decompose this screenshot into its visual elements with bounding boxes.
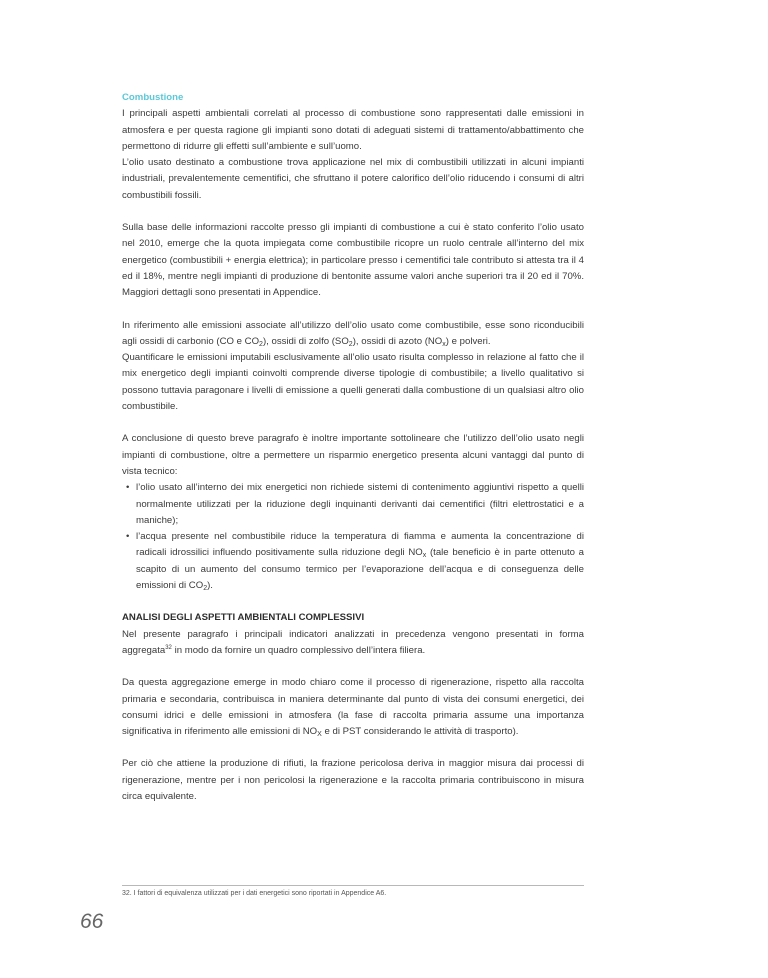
paragraph: Quantificare le emissioni imputabili esclusivamente all’olio usato risulta complesso in relazione al fatto che il mix energetico degli impianti coinvolti comprende diverse tipologie di combustibile; a livello qualitativo si possono tuttavia paragonare i livelli di emissione a quelli generati dalla combustione di un qualsiasi altro olio combustibile. bbox=[122, 352, 584, 413]
footnote: 32. I fattori di equivalenza utilizzati per i dati energetici sono riportati in Appendice A6. bbox=[122, 890, 387, 897]
footnote-divider bbox=[122, 885, 584, 886]
list-item: • l’acqua presente nel combustibile riduce la temperatura di fiamma e aumenta la concentrazione di radicali idrossilici influendo positivamente sulla riduzione degli $NO_x$ (tale beneficio è in parte ottenuto a scapito di un aumento del consumo termico per l’evaporazione dell’acqua e di conseguenza delle emissioni di $CO_2$). bbox=[122, 529, 584, 594]
section-heading-combustione: Combustione bbox=[122, 92, 184, 103]
paragraph: I principali aspetti ambientali correlati al processo di combustione sono rappresentati dalle emissioni in atmosfera e per questa ragione gli impianti sono dotati di adeguati sistemi di trattamento/abbattimento che permettono di ridurre gli effetti sull’ambiente e sull’uomo. bbox=[122, 108, 584, 152]
paragraph: In riferimento alle emissioni associate all’utilizzo dell’olio usato come combustibile, esse sono riconducibili agli ossidi di carbonio (CO e $CO_2$), ossidi di zolfo $(SO_2)$, ossidi di azoto $(NO_x)$ e polveri. bbox=[122, 319, 584, 348]
footnote-ref: 32 bbox=[165, 644, 172, 651]
paragraph: L’olio usato destinato a combustione trova applicazione nel mix di combustibili utilizzati in alcuni impianti industriali, prevalentemente cementifici, che sfruttano il potere calorifico dell’olio riducendo i consumi di altri combustibili fossili. bbox=[122, 157, 584, 201]
paragraph: A conclusione di questo breve paragrafo è inoltre importante sottolineare che l’utilizzo dell’olio usato negli impianti di combustione, oltre a permettere un risparmio energetico presenta alcuni vantaggi dal punto di vista tecnico: bbox=[122, 433, 584, 477]
page-content bbox=[122, 90, 584, 805]
paragraph: Nel presente paragrafo i principali indicatori analizzati in precedenza vengono presentati in forma aggregata$^{32}$ in modo da fornire un quadro complessivo dell’intera filiera. bbox=[122, 628, 584, 656]
paragraph: Per ciò che attiene la produzione di rifiuti, la frazione pericolosa deriva in maggior misura dai processi di rigenerazione, mentre per i non pericolosi la rigenerazione e la raccolta primaria contribuiscono in misura circa equivalente. bbox=[122, 758, 584, 802]
page-number: 66 bbox=[80, 910, 104, 933]
paragraph: Sulla base delle informazioni raccolte presso gli impianti di combustione a cui è stato conferito l’olio usato nel 2010, emerge che la quota impiegata come combustibile ricopre un ruolo centrale all’interno del mix energetico (combustibili + energia elettrica); in particolare presso i cementifici tale contributo si attesta tra il 4 ed il 18%, mentre negli impianti di produzione di bentonite assume valori anche superiori tra il 20 ed il 70%. Maggiori dettagli sono presentati in Appendice. bbox=[122, 222, 584, 299]
list-item: • l’olio usato all’interno dei mix energetici non richiede sistemi di contenimento aggiuntivi rispetto a quelli normalmente utilizzati per la riduzione degli inquinanti derivanti dai cementifici (filtri elettrostatici e a maniche); bbox=[122, 480, 584, 529]
section-heading-analisi: ANALISI DEGLI ASPETTI AMBIENTALI COMPLESSIVI bbox=[122, 612, 365, 624]
paragraph: Da questa aggregazione emerge in modo chiaro come il processo di rigenerazione, rispetto alla raccolta primaria e secondaria, contribuisca in maniera determinante dal punto di vista dei consumi energetici, dei consumi idrici e delle emissioni in atmosfera (la fase di raccolta primaria assume una importanza significativa in riferimento alle emissioni di $NO_X$ e di PST considerando le attività di trasporto). bbox=[122, 677, 584, 739]
bullet-list bbox=[122, 480, 584, 594]
